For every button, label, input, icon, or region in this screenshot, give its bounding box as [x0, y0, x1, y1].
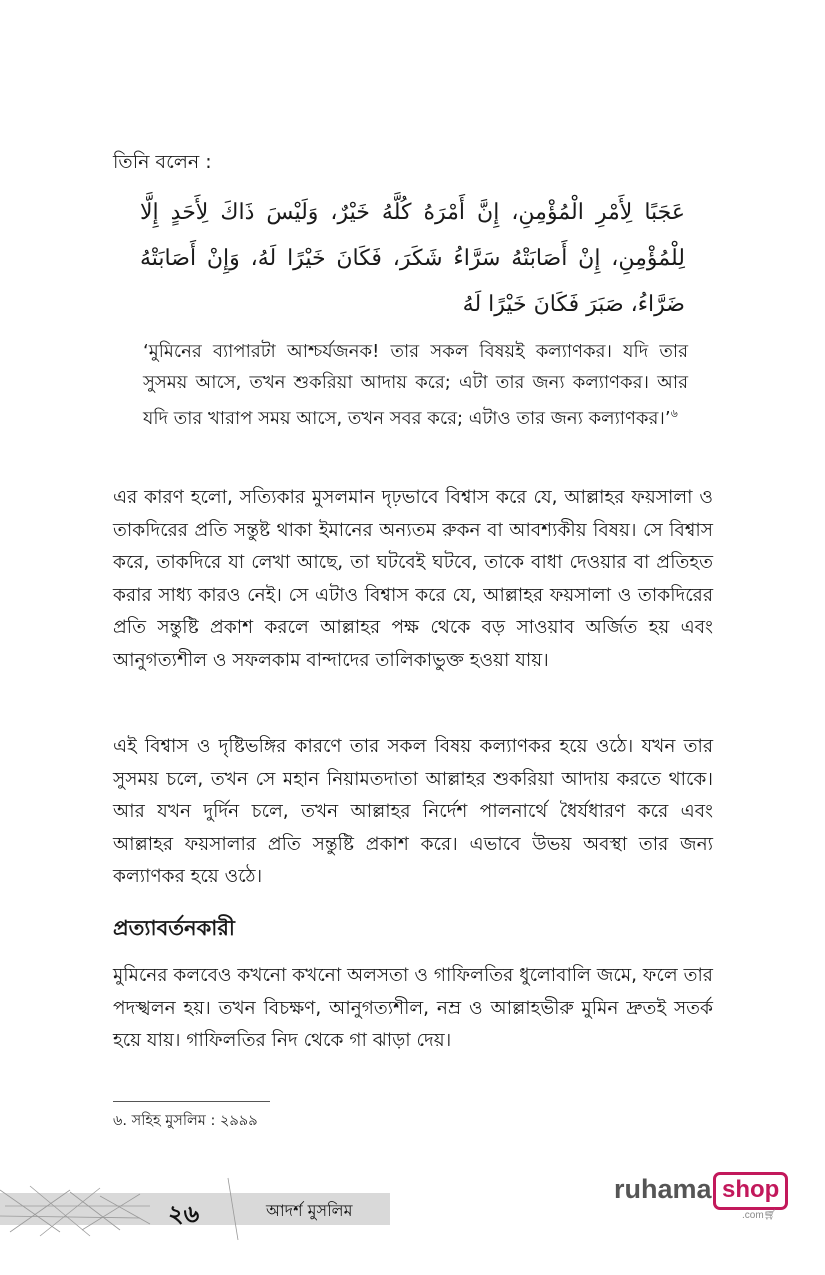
footnote-divider: [113, 1101, 270, 1102]
logo-text-shop: shop: [713, 1172, 788, 1210]
body-paragraph-2: এই বিশ্বাস ও দৃষ্টিভঙ্গির কারণে তার সকল বিষয় কল্যাণকর হয়ে ওঠে। যখন তার সুসময় চলে, তখন সে মহান নিয়ামতদাতা আল্লাহর শুকরিয়া আদায় করতে থাকে। আর যখন দুর্দিন চলে, তখন আল্লাহর নির্দেশ পালনার্থে ধৈর্যধারণ করে এবং আল্লাহর ফয়সালার প্রতি সন্তুষ্টি প্রকাশ করে। এভাবে উভয় অবস্থা তার জন্য কল্যাণকর হয়ে ওঠে।: [113, 736, 713, 887]
cart-icon: 🛒︎: [763, 1210, 777, 1221]
hadith-translation-text: ‘মুমিনের ব্যাপারটা আশ্চর্যজনক! তার সকল বিষয়ই কল্যাণকর। যদি তার সুসময় আসে, তখন শুকরিয়া আদায় করে; এটা তার জন্য কল্যাণকর। আর যদি তার খারাপ সময় আসে, তখন সবর করে; এটাও তার জন্য কল্যাণকর।’: [143, 341, 688, 429]
book-title: আদর্শ মুসলিম: [266, 1201, 353, 1220]
body-paragraph-1: এর কারণ হলো, সত্যিকার মুসলমান দৃঢ়ভাবে বিশ্বাস করে যে, আল্লাহর ফয়সালা ও তাকদিরের প্রতি সন্তুষ্ট থাকা ইমানের অন্যতম রুকন বা আবশ্যকীয় বিষয়। সে বিশ্বাস করে, তাকদিরে যা লেখা আছে, তা ঘটবেই ঘটবে, তাকে বাধা দেওয়ার বা প্রতিহত করার সাধ্য কারও নেই। সে এটাও বিশ্বাস করে যে, আল্লাহর ফয়সালা ও তাকদিরের প্রতি সন্তুষ্টি প্রকাশ করলে আল্লাহর পক্ষ থেকে বড় সাওয়াব অর্জিত হয় এবং আনুগত্যশীল ও সফলকাম বান্দাদের তালিকাভুক্ত হওয়া যায়।: [113, 487, 713, 671]
logo-text-ruhama: ruhama: [614, 1174, 712, 1204]
section-heading: প্রত্যাবর্তনকারী: [113, 916, 235, 940]
page-number: ২৬: [168, 1200, 200, 1228]
logo-text-com: .com: [742, 1210, 764, 1221]
intro-line: তিনি বলেন :: [113, 151, 212, 173]
publisher-logo: [614, 1172, 779, 1224]
hadith-translation: [143, 336, 688, 434]
body-paragraph-3: মুমিনের কলবেও কখনো কখনো অলসতা ও গাফিলতির ধুলোবালি জমে, ফলে তার পদস্খলন হয়। তখন বিচক্ষণ, আনুগত্যশীল, নম্র ও আল্লাহভীরু মুমিন দ্রুতই সতর্ক হয়ে যায়। গাফিলতির নিদ থেকে গা ঝাড়া দেয়।: [113, 965, 713, 1051]
footnote-marker: ৬: [670, 407, 678, 420]
hadith-arabic-text: عَجَبًا لِأَمْرِ الْمُؤْمِنِ، إِنَّ أَمْرَهُ كُلَّهُ خَيْرٌ، وَلَيْسَ ذَاكَ لِأَحَدٍ إِلَّا لِلْمُؤْمِنِ، إِنْ أَصَابَتْهُ سَرَّاءُ شَكَرَ، فَكَانَ خَيْرًا لَهُ، وَإِنْ أَصَابَتْهُ ضَرَّاءُ، صَبَرَ فَكَانَ خَيْرًا لَهُ: [140, 200, 685, 317]
logo-domain: [742, 1210, 776, 1221]
footnote: ৬. সহিহ মুসলিম : ২৯৯৯: [113, 1113, 258, 1129]
footer-hatch-decoration: [0, 1176, 240, 1240]
